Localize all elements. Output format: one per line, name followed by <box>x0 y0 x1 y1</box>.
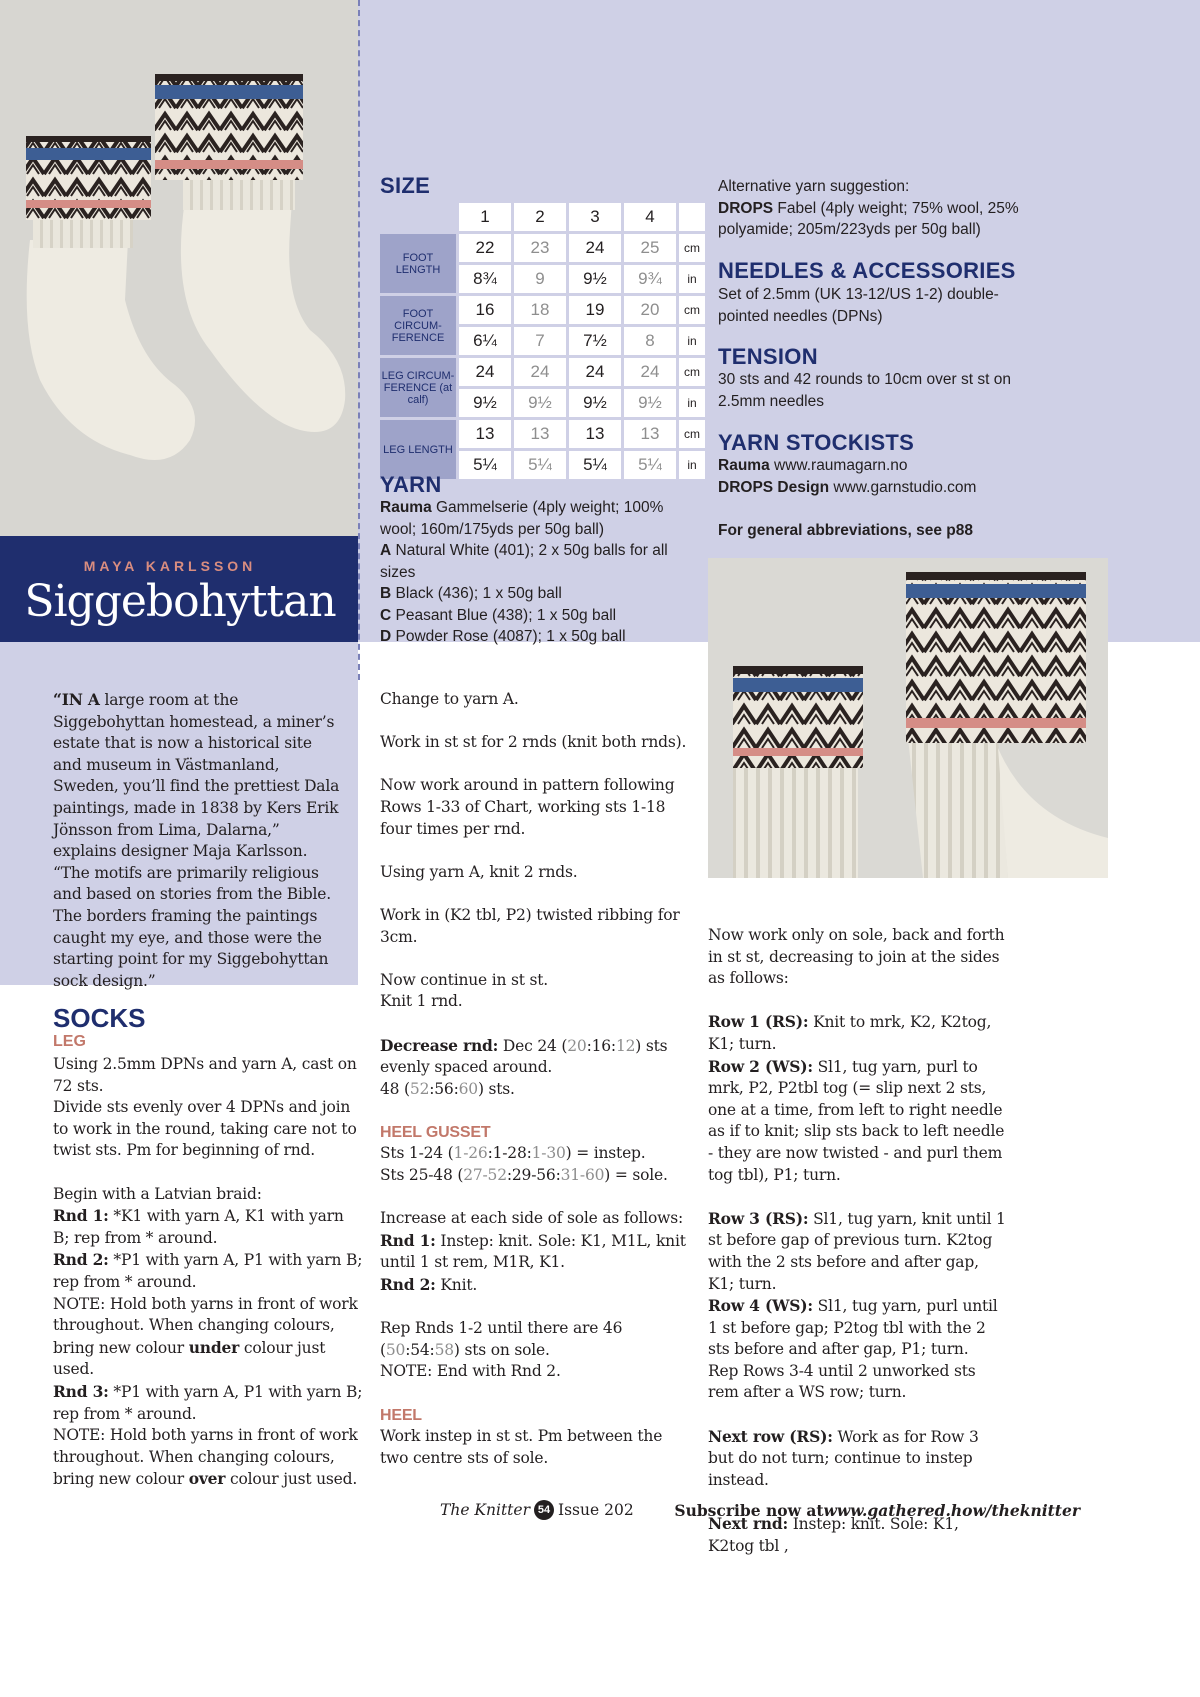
unit-in: in <box>679 451 705 479</box>
stockists-heading: YARN STOCKISTS <box>718 430 915 455</box>
cell: 13 <box>514 420 566 448</box>
subscribe-text: Subscribe now at <box>674 1500 824 1520</box>
cell: 18 <box>514 296 566 324</box>
cell: 7½ <box>569 327 621 355</box>
sock-cuffs-photo <box>708 558 1108 878</box>
cell: 23 <box>514 234 566 262</box>
size-table <box>377 200 708 482</box>
right-column <box>708 925 1008 1557</box>
size-col: 3 <box>569 203 621 231</box>
mid-p6a: Now continue in st st. <box>380 970 549 989</box>
size-col: 4 <box>624 203 676 231</box>
cell: 13 <box>624 420 676 448</box>
cell: 5¼ <box>514 451 566 479</box>
unit-cm: cm <box>679 296 705 324</box>
note2: NOTE: Hold both yarns in front of work throughout. When changing colours, bring new colour over colour just used. <box>53 1426 358 1489</box>
cell: 24 <box>459 358 511 386</box>
braid-text: Begin with a Latvian braid: <box>53 1184 262 1203</box>
rnd1: Rnd 1: *K1 with yarn A, K1 with yarn B; rep from * around. <box>53 1206 344 1247</box>
unit-cm: cm <box>679 420 705 448</box>
rows-repeat: Rep Rows 3-4 until 2 unworked sts rem after a WS row; turn. <box>708 1361 976 1402</box>
increase-intro: Increase at each side of sole as follows: <box>380 1209 684 1228</box>
right-p1: Now work only on sole, back and forth in st st, decreasing to join at the sides as follows: <box>708 926 1005 988</box>
row-label: FOOT CIRCUM-FERENCE <box>380 296 456 355</box>
cast-on-text: Using 2.5mm DPNs and yarn A, cast on 72 sts. <box>53 1055 357 1095</box>
cell: 6¼ <box>459 327 511 355</box>
mid-p3: Now work around in pattern following Rows 1-33 of Chart, working sts 1-18 four times per rnd. <box>380 776 675 838</box>
page-number: 54 <box>534 1500 554 1520</box>
note1: NOTE: Hold both yarns in front of work throughout. When changing colours, bring new colour under colour just used. <box>53 1294 358 1379</box>
heel-heading: HEEL <box>380 1406 422 1424</box>
heel-gusset-heading: HEEL GUSSET <box>380 1123 491 1141</box>
rnd3: Rnd 3: *P1 with yarn A, P1 with yarn B; rep from * around. <box>53 1381 363 1423</box>
cell: 5¼ <box>624 451 676 479</box>
row1: Row 1 (RS): Knit to mrk, K2, K2tog, K1; turn. <box>708 1012 992 1053</box>
gusset-note: NOTE: End with Rnd 2. <box>380 1362 561 1381</box>
yarn-heading: YARN <box>380 472 442 497</box>
alt-intro: Alternative yarn suggestion: <box>718 178 910 195</box>
stockist-item: DROPS Design www.garnstudio.com <box>718 478 977 496</box>
cell: 24 <box>514 358 566 386</box>
cell: 9½ <box>624 389 676 417</box>
unit-in: in <box>679 389 705 417</box>
size-col: 2 <box>514 203 566 231</box>
unit-cm: cm <box>679 358 705 386</box>
cell: 24 <box>569 234 621 262</box>
size-header-row <box>380 203 705 231</box>
size-heading: SIZE <box>380 173 431 198</box>
cell: 9½ <box>569 389 621 417</box>
unit-in: in <box>679 327 705 355</box>
yarn-colour: C Peasant Blue (438); 1 x 50g ball <box>380 606 617 624</box>
cell: 25 <box>624 234 676 262</box>
yarn-colour: B Black (436); 1 x 50g ball <box>380 585 562 602</box>
row4: Row 4 (WS): Sl1, tug yarn, purl until 1 st before gap; P2tog tbl with the 2 sts before and after gap, P1; turn. <box>708 1296 998 1359</box>
decrease-rnd: Decrease rnd: Dec 24 (20:16:12) sts evenly spaced around. <box>380 1035 668 1077</box>
decrease-result: 48 (52:56:60) sts. <box>380 1079 515 1098</box>
mid-p1: Change to yarn A. <box>380 690 519 708</box>
stockists-list <box>718 455 1038 498</box>
issue-number: Issue 202 <box>557 1501 634 1519</box>
repeat-text: Rep Rnds 1-2 until there are 46 (50:54:58) sts on sole. <box>380 1319 623 1359</box>
designer-name: MAYA KARLSSON <box>83 558 257 574</box>
mid-p4: Using yarn A, knit 2 rnds. <box>380 862 578 881</box>
socks-column <box>53 1054 363 1491</box>
gusset-sole: Sts 25-48 (27-52:29-56:31-60) = sole. <box>380 1166 668 1185</box>
divide-text: Divide sts evenly over 4 DPNs and join to work in the round, taking care not to twist sts. Pm for beginning of rnd. <box>53 1098 357 1160</box>
footer <box>440 1500 1080 1520</box>
cell: 8¾ <box>459 265 511 293</box>
cell: 9½ <box>459 389 511 417</box>
cell: 9½ <box>514 389 566 417</box>
stockist-item: Rauma www.raumagarn.no <box>718 457 908 474</box>
mid-p5: Work in (K2 tbl, P2) twisted ribbing for 3cm. <box>380 905 680 946</box>
rnd2: Rnd 2: *P1 with yarn A, P1 with yarn B; rep from * around. <box>53 1250 363 1291</box>
mid-p6b: Knit 1 rnd. <box>380 992 463 1011</box>
cell: 9 <box>514 265 566 293</box>
row-label: FOOT LENGTH <box>380 234 456 293</box>
heel-text: Work instep in st st. Pm between the two centre sts of sole. <box>380 1427 663 1467</box>
cell: 19 <box>569 296 621 324</box>
cell: 20 <box>624 296 676 324</box>
cell: 8 <box>624 327 676 355</box>
next-row: Next row (RS): Work as for Row 3 but do not turn; continue to instep instead. <box>708 1426 979 1489</box>
intro-lead: “IN A <box>53 690 100 709</box>
cell: 9½ <box>569 265 621 293</box>
cell: 9¾ <box>624 265 676 293</box>
cell: 5¼ <box>459 451 511 479</box>
yarn-desc: Gammelserie (4ply weight; 100% wool; 160m/175yds per 50g ball) <box>380 499 664 538</box>
gusset-rnd1: Rnd 1: Instep: knit. Sole: K1, M1L, knit until 1 st rem, M1R, K1. <box>380 1230 686 1272</box>
cell: 5¼ <box>569 451 621 479</box>
row-label: LEG CIRCUM-FERENCE (at calf) <box>380 358 456 417</box>
row-label: LEG LENGTH <box>380 420 456 479</box>
socks-heading: SOCKS <box>53 1003 146 1033</box>
unit-cm: cm <box>679 234 705 262</box>
yarn-brand: Rauma <box>380 499 432 516</box>
next-rnd: Next rnd: Instep: knit. Sole: K1, K2tog tbl , <box>708 1514 959 1555</box>
intro-text <box>53 689 343 992</box>
alt-yarn <box>718 176 1028 241</box>
cell: 16 <box>459 296 511 324</box>
magazine-name: The Knitter <box>440 1501 530 1519</box>
leg-heading: LEG <box>53 1033 86 1050</box>
yarn-block <box>380 497 700 648</box>
alt-brand: DROPS <box>718 199 774 217</box>
cell: 22 <box>459 234 511 262</box>
needles-text: Set of 2.5mm (UK 13-12/US 1-2) double-pointed needles (DPNs) <box>718 286 999 325</box>
yarn-colour: A Natural White (401); 2 x 50g balls for all sizes <box>380 542 668 581</box>
tension-text: 30 sts and 42 rounds to 10cm over st st on 2.5mm needles <box>718 371 1011 410</box>
unit-in: in <box>679 265 705 293</box>
gusset-instep: Sts 1-24 (1-26:1-28:1-30) = instep. <box>380 1144 646 1163</box>
tension-heading: TENSION <box>718 344 818 369</box>
title-block <box>0 536 358 642</box>
cell: 24 <box>569 358 621 386</box>
mid-p2: Work in st st for 2 rnds (knit both rnds). <box>380 733 687 752</box>
cell: 7 <box>514 327 566 355</box>
yarn-main <box>380 497 700 540</box>
intro-body: large room at the Siggebohyttan homestead, a miner’s estate that is now a historical site and museum in Västmanland, Sweden, you’ll find the prettiest Dala paintings, made in 1838 by Kers Erik Jönsson from Lima, Dalarna,” explains designer Maja Karlsson. “The motifs are primarily religious and based on stories from the Bible. The borders framing the paintings caught my eye, and those were the starting point for my Siggebohyttan sock design.” <box>53 691 340 990</box>
yarn-colour: D Powder Rose (4087); 1 x 50g ball <box>380 628 626 645</box>
middle-column <box>380 689 690 1469</box>
needles-heading: NEEDLES & ACCESSORIES <box>718 258 1016 283</box>
sock-photo <box>0 0 358 536</box>
cell: 24 <box>624 358 676 386</box>
cell: 13 <box>459 420 511 448</box>
abbreviations-note: For general abbreviations, see p88 <box>718 522 973 539</box>
pattern-title: Siggebohyttan <box>24 576 336 627</box>
size-col: 1 <box>459 203 511 231</box>
gusset-rnd2: Rnd 2: Knit. <box>380 1275 478 1295</box>
cell: 13 <box>569 420 621 448</box>
row2: Row 2 (WS): Sl1, tug yarn, purl to mrk, P2, P2tbl tog (= slip next 2 sts, one at a time, from left to right needle as if to knit; slip sts back to left needle - they are now twisted - and purl them tog tbl), P1; turn. <box>708 1056 1005 1184</box>
subscribe-link[interactable]: www.gathered.how/theknitter <box>823 1500 1080 1520</box>
alt-desc: Fabel (4ply weight; 75% wool, 25% polyamide; 205m/223yds per 50g ball) <box>718 199 1019 238</box>
row3: Row 3 (RS): Sl1, tug yarn, knit until 1 st before gap of previous turn. K2tog with the 2 sts before and after gap, K1; turn. <box>708 1208 1006 1293</box>
